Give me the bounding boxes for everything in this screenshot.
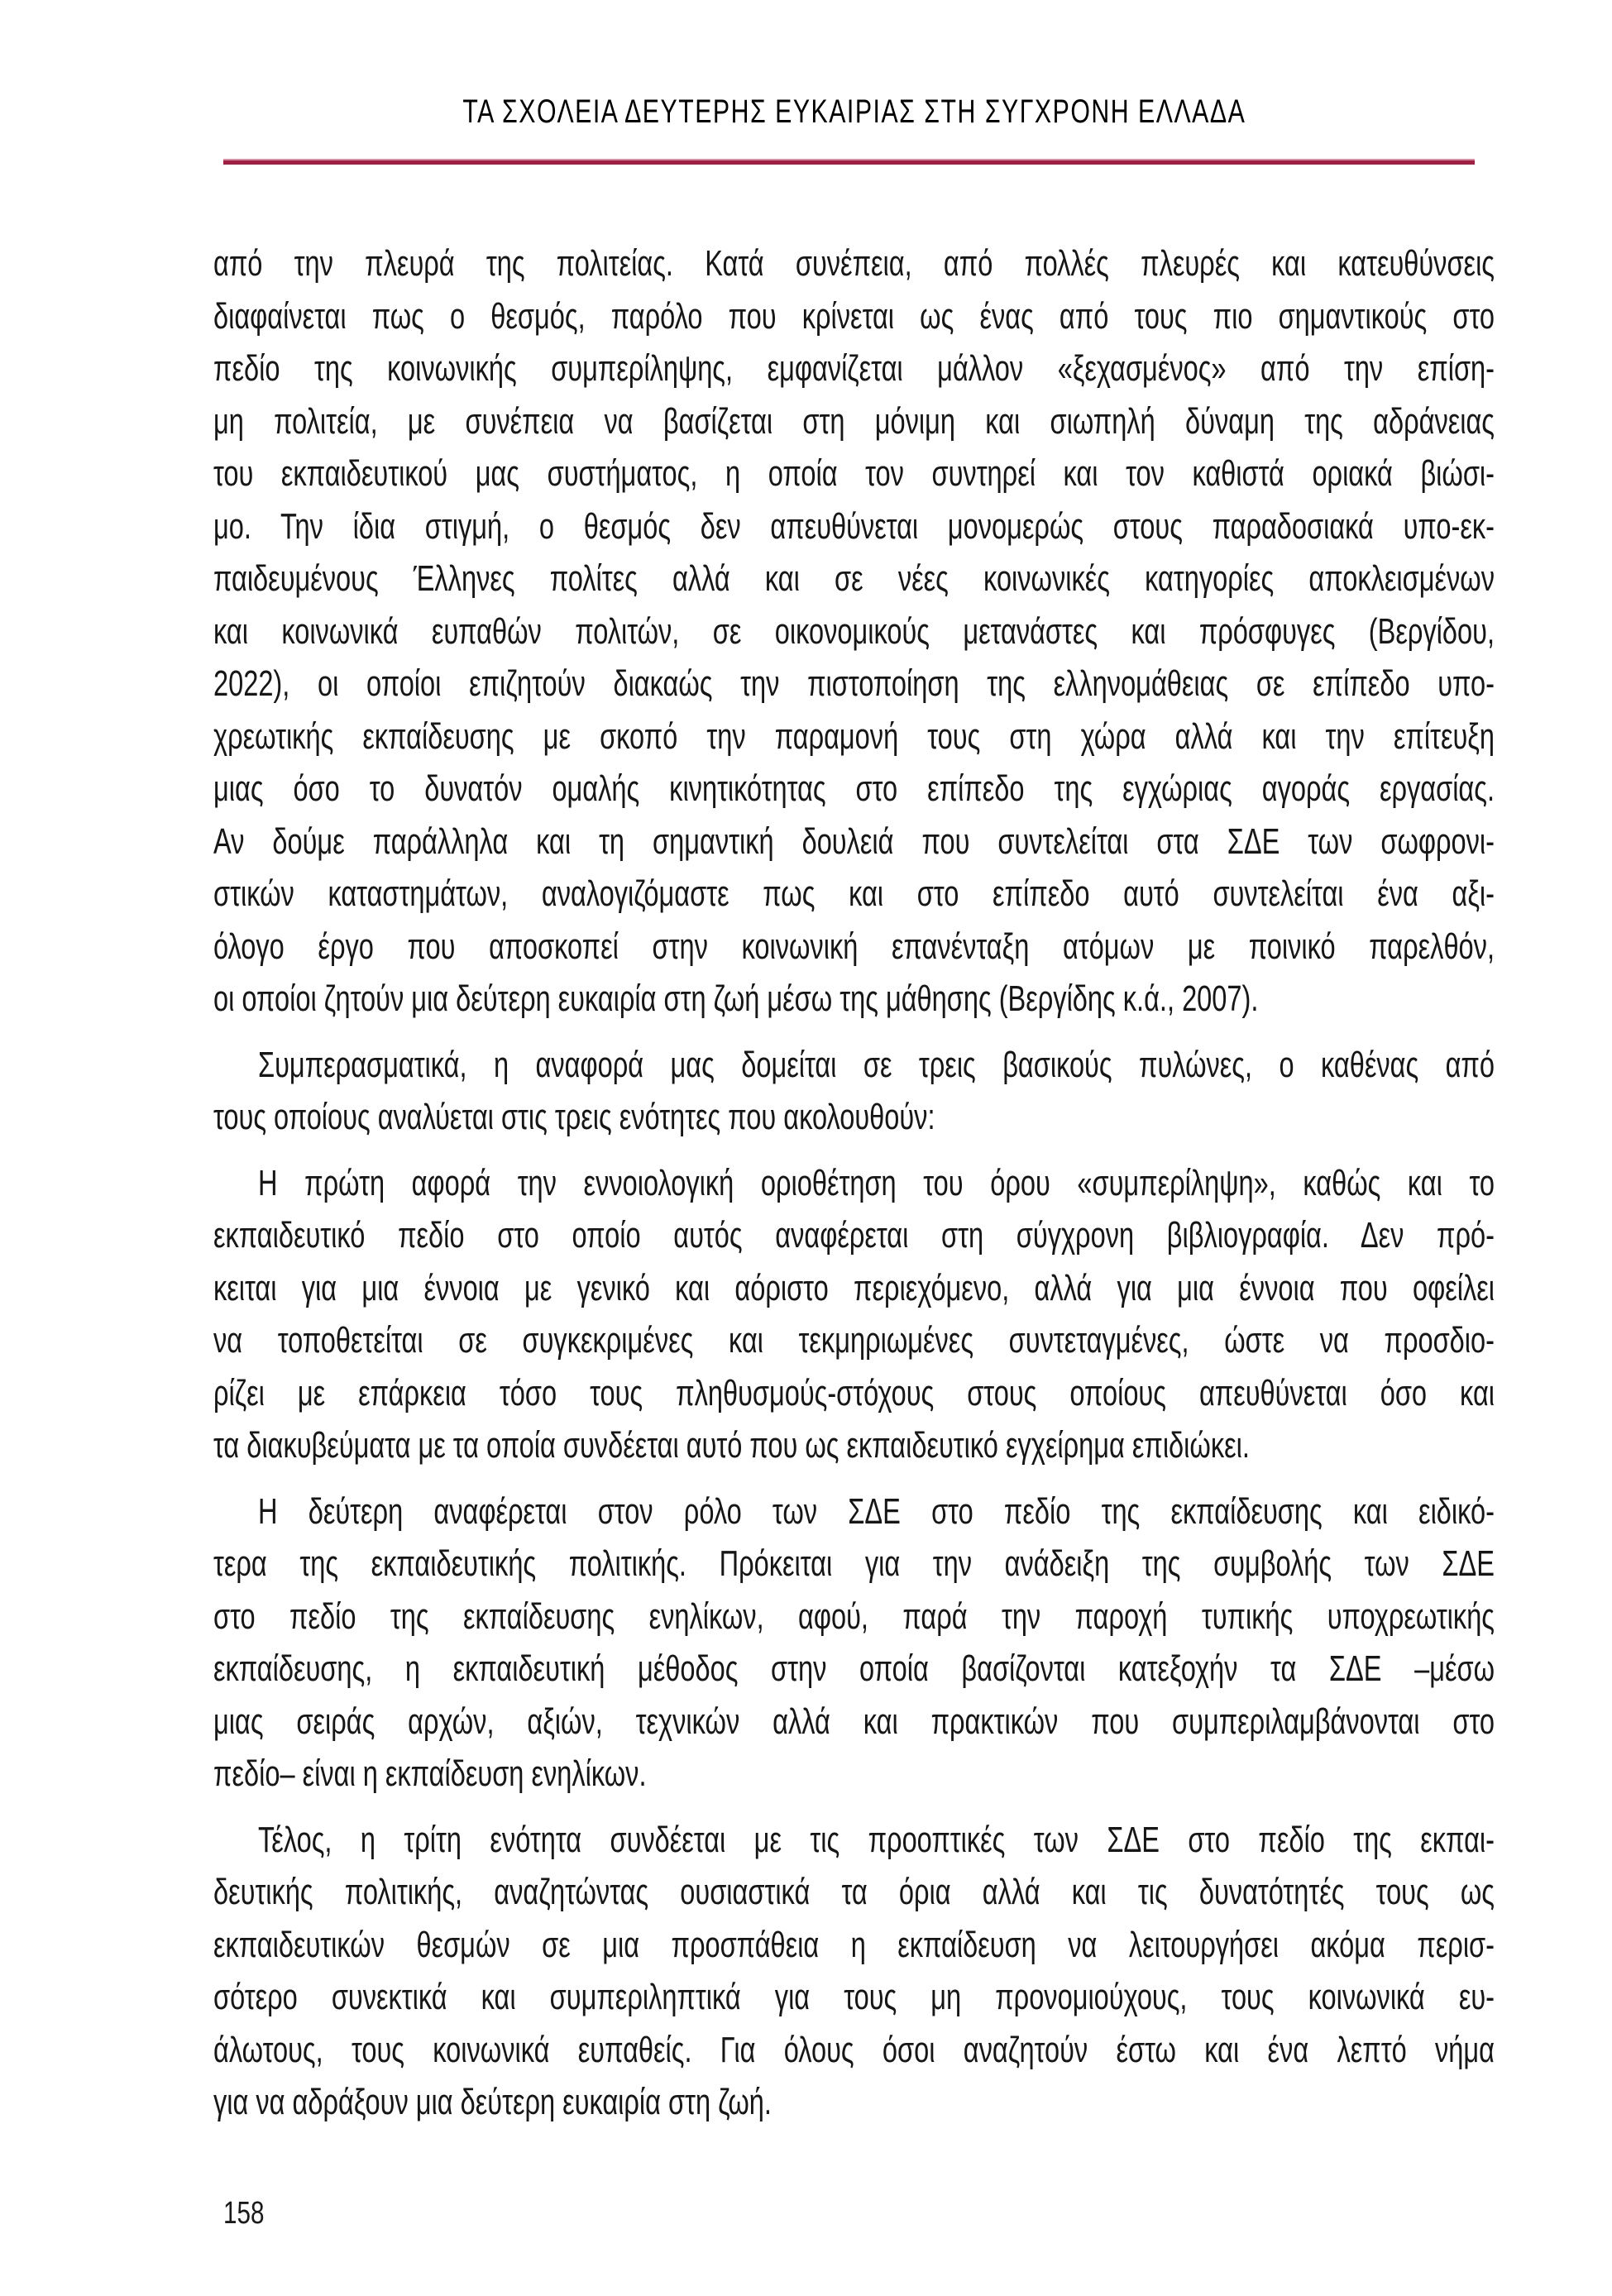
text-line: άλωτους, τους κοινωνικά ευπαθείς. Για όλους όσοι αναζητούν έστω και ένα λεπτό νήμα [213, 2029, 1495, 2070]
text-line: τερα της εκπαιδευτικής πολιτικής. Πρόκειται για την ανάδειξη της συμβολής των ΣΔΕ [213, 1543, 1495, 1584]
body-text [213, 237, 1495, 2142]
text-line: στικών καταστημάτων, αναλογιζόμαστε πως και στο επίπεδο αυτό συντελείται ένα αξι- [213, 873, 1495, 914]
text-line: Η δεύτερη αναφέρεται στον ρόλο των ΣΔΕ στο πεδίο της εκπαίδευσης και ειδικό- [258, 1490, 1495, 1532]
text-line: και κοινωνικά ευπαθών πολιτών, σε οικονομικούς μετανάστες και πρόσφυγες (Βεργίδου, [213, 610, 1495, 652]
page-number [223, 2197, 275, 2230]
text-line: δευτικής πολιτικής, αναζητώντας ουσιαστικά τα όρια αλλά και τις δυνατότητές τους ως [213, 1872, 1495, 1912]
running-header-text: ΤΑ ΣΧΟΛΕΙΑ ΔΕΥΤΕΡΗΣ ΕΥΚΑΙΡΙΑΣ ΣΤΗ ΣΥΓΧΡΟΝΗ ΕΛΛΑΔΑ [462, 93, 1246, 130]
text-line: μη πολιτεία, με συνέπεια να βασίζεται στη μόνιμη και σιωπηλή δύναμη της αδράνειας [213, 400, 1495, 442]
text-line: του εκπαιδευτικού μας συστήματος, η οποία τον συντηρεί και τον καθιστά οριακά βιώσι- [213, 453, 1495, 494]
text-line: όλογο έργο που αποσκοπεί στην κοινωνική επανένταξη ατόμων με ποινικό παρελθόν, [213, 926, 1495, 967]
text-line: μιας σειράς αρχών, αξιών, τεχνικών αλλά και πρακτικών που συμπεριλαμβάνονται στο [213, 1700, 1495, 1742]
text-line: εκπαιδευτικών θεσμών σε μια προσπάθεια η εκπαίδευση να λειτουργήσει ακόμα περισ- [213, 1924, 1495, 1965]
page-number-text: 158 [223, 2196, 265, 2231]
text-line: εκπαίδευσης, η εκπαιδευτική μέθοδος στην οποία βασίζονται κατεξοχήν τα ΣΔΕ –μέσω [213, 1648, 1495, 1689]
text-line: για να αδράξουν μια δεύτερη ευκαιρία στη ζωή. [213, 2082, 772, 2122]
text-line: από την πλευρά της πολιτείας. Κατά συνέπεια, από πολλές πλευρές και κατευθύνσεις [213, 243, 1495, 284]
text-line: διαφαίνεται πως ο θεσμός, παρόλο που κρίνεται ως ένας από τους πιο σημαντικούς στο [213, 295, 1495, 337]
paragraph [213, 1485, 1495, 1801]
text-line: σότερο συνεκτικά και συμπεριληπτικά για τους μη προνομιούχους, τους κοινωνικά ευ- [213, 1977, 1495, 2017]
text-line: Η πρώτη αφορά την εννοιολογική οριοθέτηση του όρου «συμπερίληψη», καθώς και το [258, 1162, 1495, 1203]
paragraph [213, 1814, 1495, 2129]
text-line: μιας όσο το δυνατόν ομαλής κινητικότητας στο επίπεδο της εγχώριας αγοράς εργασίας. [213, 768, 1495, 809]
paragraph [213, 1039, 1495, 1144]
paragraph [213, 237, 1495, 1026]
text-line: παιδευμένους Έλληνες πολίτες αλλά και σε νέες κοινωνικές κατηγορίες αποκλεισμένων [213, 558, 1495, 599]
text-line: μο. Την ίδια στιγμή, ο θεσμός δεν απευθύνεται μονομερώς στους παραδοσιακά υπο-εκ- [213, 505, 1495, 547]
text-line: στο πεδίο της εκπαίδευσης ενηλίκων, αφού, παρά την παροχή τυπικής υποχρεωτικής [213, 1595, 1495, 1637]
paragraph [213, 1157, 1495, 1472]
text-line: οι οποίοι ζητούν μια δεύτερη ευκαιρία στη ζωή μέσω της μάθησης (Βεργίδης κ.ά., 2007). [213, 978, 1259, 1019]
text-line: Συμπερασματικά, η αναφορά μας δομείται σε τρεις βασικούς πυλώνες, ο καθένας από [258, 1044, 1495, 1085]
header-rule [223, 159, 1475, 165]
text-line: Αν δούμε παράλληλα και τη σημαντική δουλειά που συντελείται στα ΣΔΕ των σωφρονι- [213, 820, 1495, 862]
text-line: πεδίο της κοινωνικής συμπερίληψης, εμφανίζεται μάλλον «ξεχασμένος» από την επίση- [213, 348, 1495, 389]
text-line: να τοποθετείται σε συγκεκριμένες και τεκμηριωμένες συντεταγμένες, ώστε να προσδιο- [213, 1320, 1495, 1361]
running-header [213, 94, 1495, 129]
text-line: ρίζει με επάρκεια τόσο τους πληθυσμούς-στόχους στους οποίους απευθύνεται όσο και [213, 1372, 1495, 1413]
text-line: εκπαιδευτικό πεδίο στο οποίο αυτός αναφέρεται στη σύγχρονη βιβλιογραφία. Δεν πρό- [213, 1215, 1495, 1256]
text-line: πεδίο– είναι η εκπαίδευση ενηλίκων. [213, 1753, 647, 1794]
text-line: κειται για μια έννοια με γενικό και αόριστο περιεχόμενο, αλλά για μια έννοια που οφείλει [213, 1267, 1495, 1308]
text-line: 2022), οι οποίοι επιζητούν διακαώς την πιστοποίηση της ελληνομάθειας σε επίπεδο υπο- [213, 663, 1495, 704]
text-line: χρεωτικής εκπαίδευσης με σκοπό την παραμονή τους στη χώρα αλλά και την επίτευξη [213, 715, 1495, 757]
text-line: Τέλος, η τρίτη ενότητα συνδέεται με τις προοπτικές των ΣΔΕ στο πεδίο της εκπαι- [258, 1819, 1495, 1860]
text-line: τα διακυβεύματα με τα οποία συνδέεται αυτό που ως εκπαιδευτικό εγχείρημα επιδιώκει. [213, 1425, 1250, 1466]
text-line: τους οποίους αναλύεται στις τρεις ενότητες που ακολουθούν: [213, 1097, 935, 1137]
